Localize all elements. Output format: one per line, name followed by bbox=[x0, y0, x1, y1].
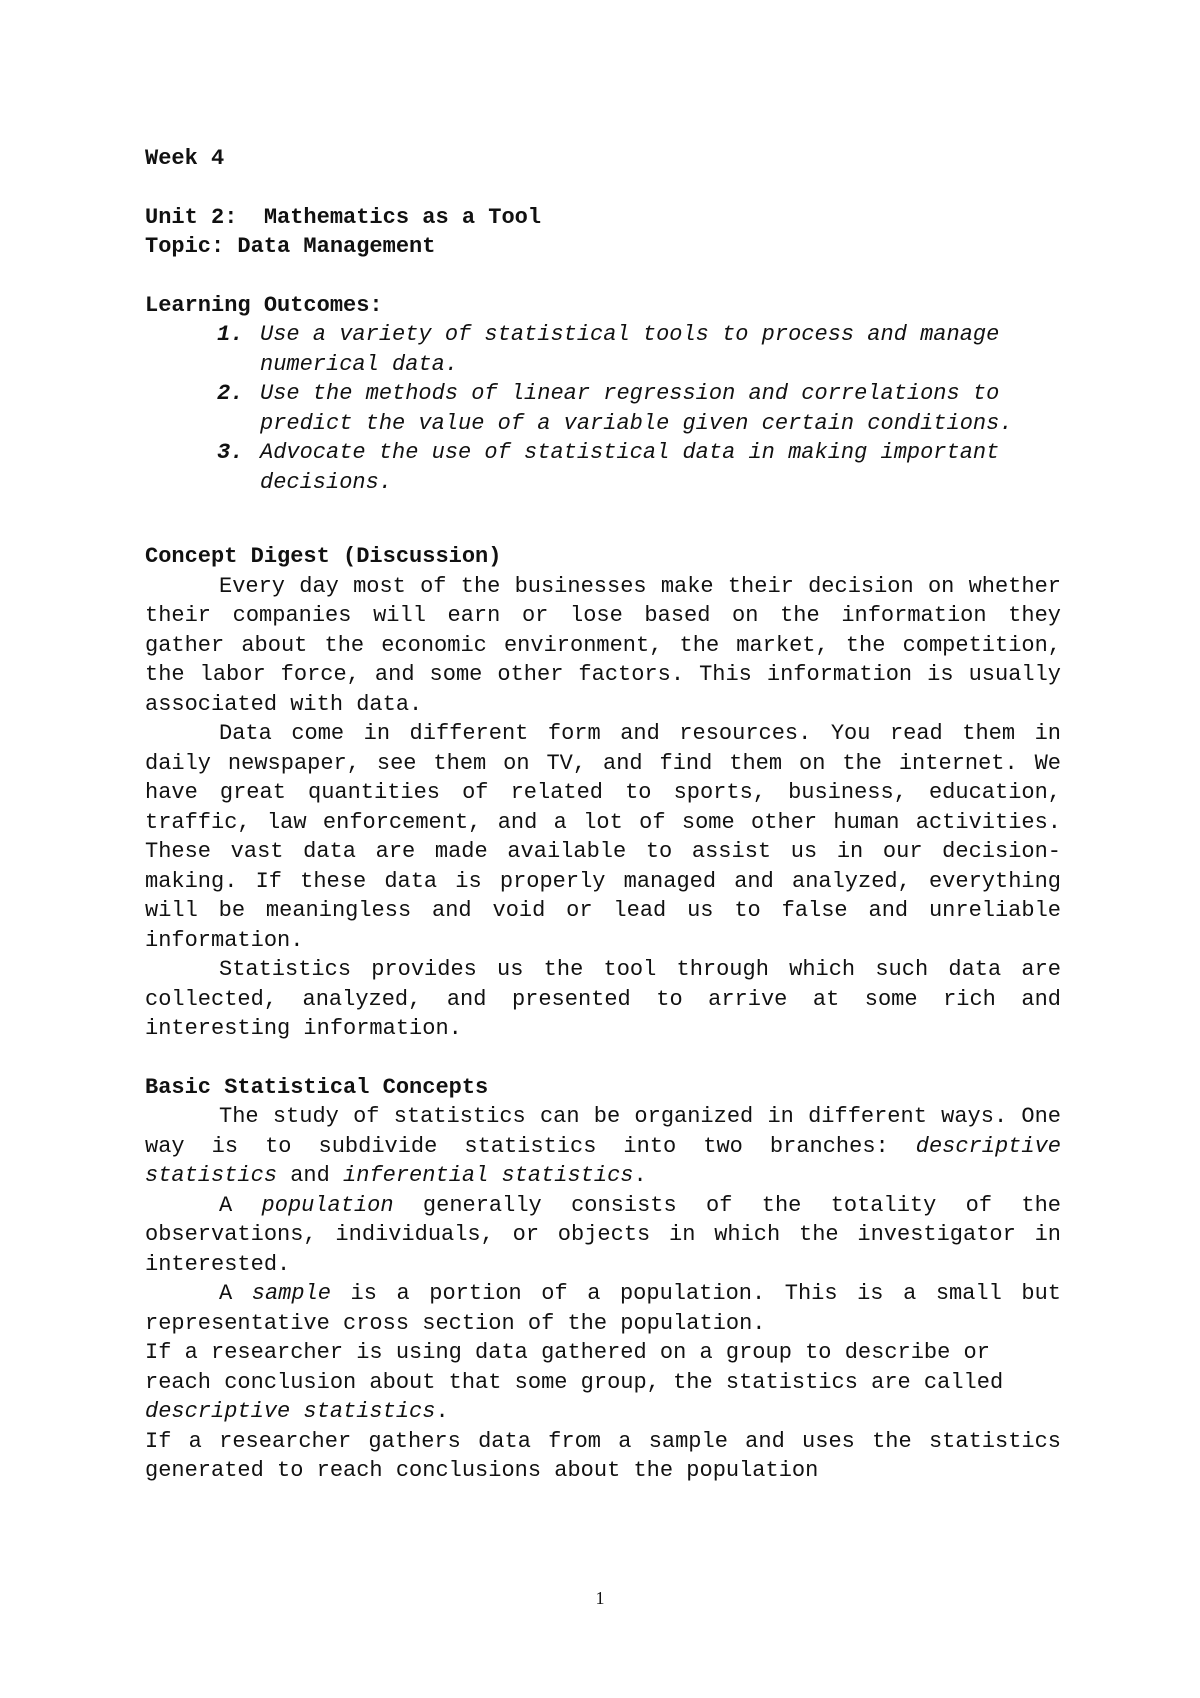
paragraph-text: and bbox=[277, 1163, 344, 1188]
basic-concepts-heading: Basic Statistical Concepts bbox=[145, 1074, 489, 1100]
page-content bbox=[145, 144, 1061, 1486]
basic-concepts-paragraph-1 bbox=[145, 1102, 1061, 1191]
term-descriptive-statistics: descriptive statistics bbox=[145, 1399, 436, 1424]
list-item bbox=[145, 320, 1061, 379]
term-descriptive-statistics: descriptive statistics bbox=[145, 1133, 1061, 1188]
term-sample: sample bbox=[251, 1281, 331, 1306]
concept-digest-heading: Concept Digest (Discussion) bbox=[145, 544, 502, 569]
basic-concepts-paragraph-3 bbox=[145, 1279, 1061, 1338]
paragraph-text: generally consists of the totality of the observations, individuals, or objects in which the investigator in interested. bbox=[145, 1192, 1061, 1277]
term-population: population bbox=[261, 1192, 394, 1218]
paragraph-text: If a researcher is using data gathered on a group to describe or reach conclusion about that some group, the statistics are called bbox=[145, 1340, 1004, 1395]
basic-concepts-paragraph-5: If a researcher gathers data from a sample and uses the statistics generated to reach conclusions about the population bbox=[145, 1428, 1061, 1483]
list-item-text: Advocate the use of statistical data in making important decisions. bbox=[260, 440, 1000, 495]
week-heading: Week 4 bbox=[145, 146, 225, 171]
basic-concepts-paragraph-4 bbox=[145, 1338, 1061, 1427]
paragraph-text: . bbox=[633, 1163, 647, 1188]
unit-heading: Unit 2: Mathematics as a Tool bbox=[145, 204, 542, 230]
list-item-number: 3. bbox=[217, 440, 244, 465]
page-number: 1 bbox=[595, 1588, 605, 1608]
list-item bbox=[145, 438, 1061, 497]
term-inferential-statistics: inferential statistics bbox=[343, 1163, 634, 1188]
basic-concepts-paragraph-2 bbox=[145, 1191, 1061, 1280]
concept-digest-paragraph-1: Every day most of the businesses make their decision on whether their companies will earn or lose based on the information they gather about the economic environment, the market, the competition, the labor force, and some other factors. This information is usually associated with data. bbox=[145, 573, 1061, 717]
learning-outcomes-heading: Learning Outcomes: bbox=[145, 292, 383, 318]
list-item-text: Use the methods of linear regression and correlations to predict the value of a variable given certain conditions. bbox=[260, 381, 1013, 436]
concept-digest-paragraph-2: Data come in different form and resources. You read them in daily newspaper, see them on TV, and find them on the internet. We have great quantities of related to sports, business, education, traffic, law enforcement, and a lot of some other human activities. These vast data are made available to assist us in our decision-making. If these data is properly managed and analyzed, everything will be meaningless and void or lead us to false and unreliable information. bbox=[145, 721, 1061, 953]
list-item-number: 2. bbox=[217, 381, 244, 406]
paragraph-text: is a portion of a population. This is a small but representative cross section of the population. bbox=[145, 1281, 1062, 1336]
paragraph-text: The study of statistics can be organized in different ways. One way is to subdivide statistics into two branches: bbox=[145, 1104, 1061, 1159]
paragraph-text: A bbox=[219, 1192, 262, 1218]
paragraph-text: A bbox=[219, 1281, 252, 1306]
list-item-number: 1. bbox=[217, 322, 244, 347]
paragraph-text: . bbox=[435, 1399, 449, 1424]
list-item-text: Use a variety of statistical tools to process and manage numerical data. bbox=[260, 322, 1000, 377]
topic-heading: Topic: Data Management bbox=[145, 234, 436, 259]
learning-outcomes-list bbox=[145, 320, 1061, 497]
list-item bbox=[145, 379, 1061, 438]
concept-digest-paragraph-3: Statistics provides us the tool through which such data are collected, analyzed, and presented to arrive at some rich and interesting information. bbox=[145, 957, 1061, 1041]
